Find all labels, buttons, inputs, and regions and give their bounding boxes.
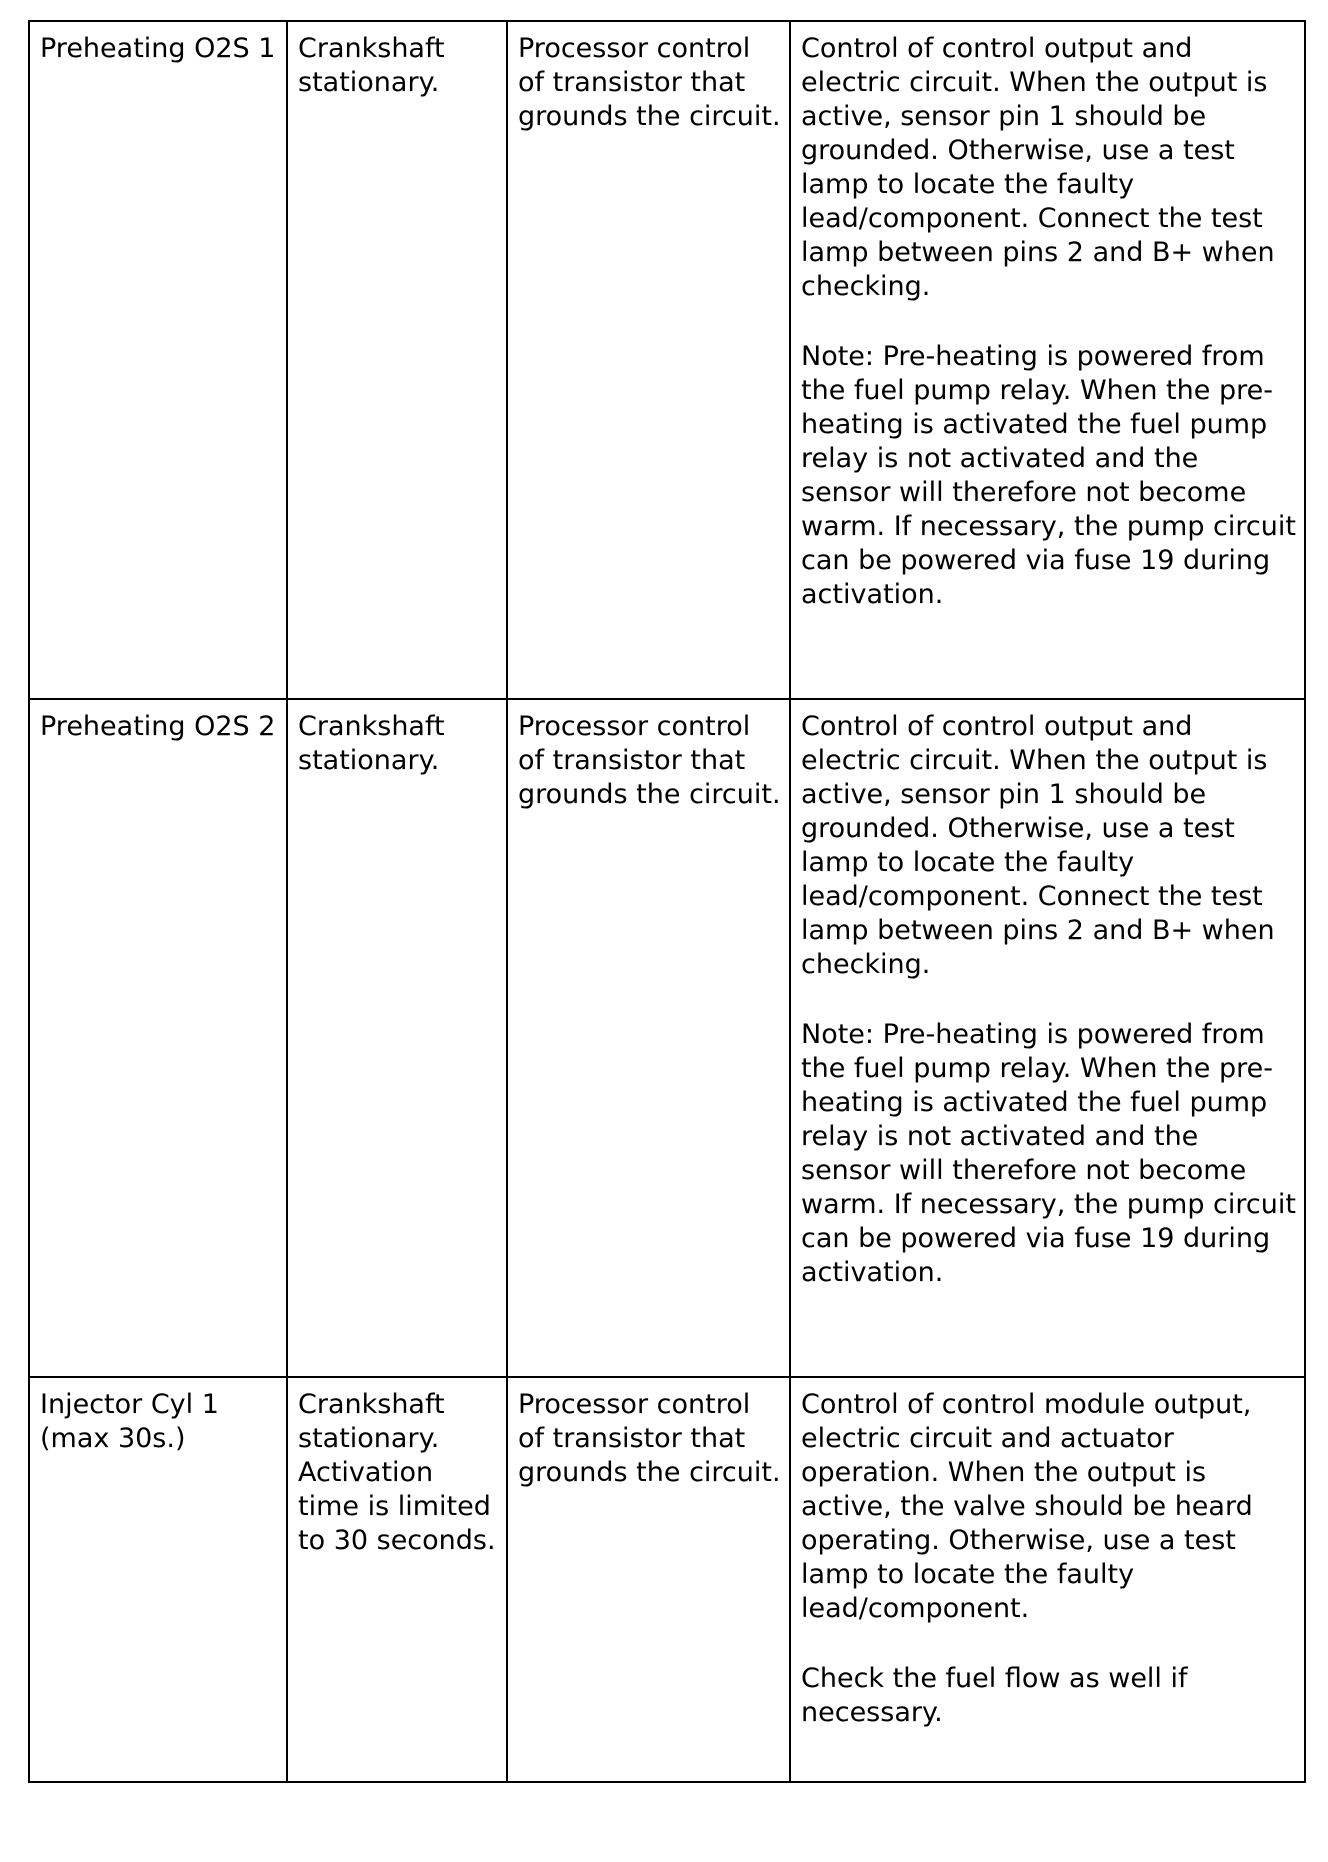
- check-cell: [790, 699, 1305, 1377]
- component-name: Injector Cyl 1 (max 30s.): [40, 1389, 219, 1454]
- component-cell: [29, 699, 287, 1377]
- activation-text: Processor control of transistor that grounds the circuit.: [518, 711, 781, 810]
- table-row: [29, 699, 1305, 1377]
- activation-text: Processor control of transistor that grounds the circuit.: [518, 1389, 781, 1488]
- component-name: Preheating O2S 1: [40, 33, 276, 64]
- check-cell: [790, 21, 1305, 699]
- condition-text: Crankshaft stationary. Activation time is limited to 30 seconds.: [298, 1389, 496, 1556]
- condition-cell: [287, 21, 507, 699]
- activation-text: Processor control of transistor that grounds the circuit.: [518, 33, 781, 132]
- component-cell: [29, 1377, 287, 1782]
- actuator-test-table: [28, 20, 1306, 1783]
- condition-cell: [287, 1377, 507, 1782]
- component-cell: [29, 21, 287, 699]
- check-text: Control of control output and electric circuit. When the output is active, sensor pin 1 should be grounded. Otherwise, use a test lamp to locate the faulty lead/component. Connect the test lamp between pins 2 and B+ when checking.: [801, 33, 1275, 302]
- note-text: Note: Pre-heating is powered from the fuel pump relay. When the pre-heating is activated the fuel pump relay is not activated and the sensor will therefore not become warm. If necessary, the pump circuit can be powered via fuse 19 during activation.: [801, 1019, 1296, 1288]
- condition-text: Crankshaft stationary.: [298, 711, 445, 776]
- note-text: Note: Pre-heating is powered from the fuel pump relay. When the pre-heating is activated the fuel pump relay is not activated and the sensor will therefore not become warm. If necessary, the pump circuit can be powered via fuse 19 during activation.: [801, 341, 1296, 610]
- activation-cell: [507, 699, 790, 1377]
- check-cell: [790, 1377, 1305, 1782]
- condition-cell: [287, 699, 507, 1377]
- condition-text: Crankshaft stationary.: [298, 33, 445, 98]
- table-row: [29, 21, 1305, 699]
- check-text: Control of control module output, electric circuit and actuator operation. When the output is active, the valve should be heard operating. Otherwise, use a test lamp to locate the faulty lead/component.: [801, 1389, 1253, 1624]
- activation-cell: [507, 1377, 790, 1782]
- check-text: Control of control output and electric circuit. When the output is active, sensor pin 1 should be grounded. Otherwise, use a test lamp to locate the faulty lead/component. Connect the test lamp between pins 2 and B+ when checking.: [801, 711, 1275, 980]
- table-row: [29, 1377, 1305, 1782]
- activation-cell: [507, 21, 790, 699]
- component-name: Preheating O2S 2: [40, 711, 276, 742]
- note-text: Check the fuel flow as well if necessary.: [801, 1663, 1188, 1728]
